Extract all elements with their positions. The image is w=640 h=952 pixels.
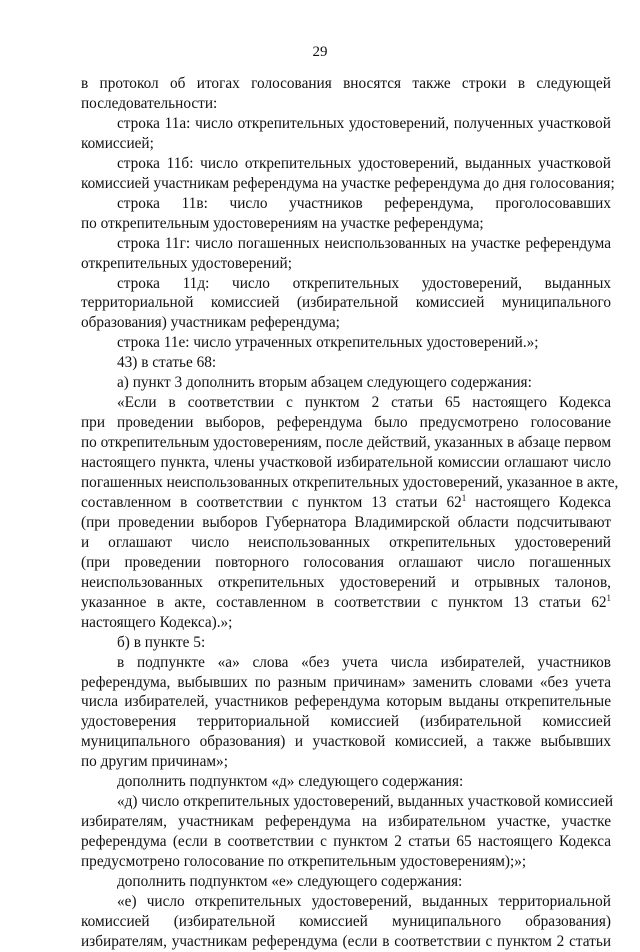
text-line: по открепительным удостоверениям, после действий, указанных в абзаце первом: [81, 434, 611, 452]
page-number: 29: [312, 44, 328, 60]
text-line: строка 11д: число открепительных удостоверений, выданных: [117, 274, 611, 292]
text-line: настоящего пункта, члены участковой избирательной комиссии оглашают число: [81, 454, 611, 472]
superscript: 1: [606, 592, 611, 603]
text-line: референдума, выбывших по разным причинам» заменить словами «без учета: [81, 673, 611, 691]
text-line: «Если в соответствии с пунктом 2 статьи 65 настоящего Кодекса: [117, 394, 611, 412]
text-line: комиссией;: [81, 134, 154, 152]
text-line: [81, 493, 611, 513]
text-line: комиссией участникам референдума на участке референдума до дня голосования;: [81, 174, 615, 192]
text-line: последовательности:: [81, 95, 218, 112]
text-line: «д) число открепительных удостоверений, выданных участковой комиссией: [117, 793, 614, 811]
text-line: избирателям, участникам референдума (если в соответствии с пунктом 2 статьи: [81, 932, 611, 950]
text-line: в подпункте «а» слова «без учета числа избирателей, участников: [117, 653, 611, 671]
text-line: строка 11г: число погашенных неиспользованных на участке референдума: [117, 234, 611, 252]
text-line: комиссией (избирательной комиссией муниципального образования): [81, 912, 611, 930]
text-line: числа избирателей, участников референдума которым выданы открепительные: [81, 693, 611, 711]
text-line: открепительных удостоверений;: [81, 254, 292, 272]
text-line: а) пункт 3 дополнить вторым абзацем следующего содержания:: [117, 374, 532, 392]
text-line: территориальной комиссией (избирательной комиссией муниципального: [81, 294, 611, 312]
text-line-tail: настоящего Кодекса: [466, 493, 612, 511]
text-line: погашенных неиспользованных открепительных удостоверений, указанное в акте,: [81, 474, 619, 491]
text-line: б) в пункте 5:: [117, 633, 206, 651]
text-line: избирателям, участникам референдума на избирательном участке, участке: [81, 813, 611, 831]
text-line: строка 11е: число утраченных открепительных удостоверений.»;: [117, 334, 539, 352]
text-line: 43) в статье 68:: [117, 354, 217, 372]
superscript: 1: [461, 492, 467, 503]
text-line: в протокол об итогах голосования вносятся также строки в следующей: [81, 75, 611, 92]
text-line: строка 11б: число открепительных удостоверений, выданных участковой: [117, 154, 611, 172]
text-line: предусмотрено голосование по открепительным удостоверениям);»;: [81, 853, 527, 870]
text-line-main: указанное в акте, составленном в соответствии с пунктом 13 статьи 62: [81, 593, 607, 611]
text-line: неиспользованных открепительных удостоверений и отрывных талонов,: [81, 573, 611, 591]
text-line: (при проведении повторного голосования оглашают число погашенных: [81, 553, 611, 571]
text-line: удостоверения территориальной комиссией (избирательной комиссией: [81, 713, 611, 731]
text-line: [81, 593, 611, 613]
text-line: образования) участникам референдума;: [81, 314, 340, 332]
text-line: строка 11а: число открепительных удостоверений, полученных участковой: [117, 114, 611, 132]
text-line-main: составленном в соответствии с пунктом 13 статьи 62: [81, 493, 462, 511]
text-line: и оглашают число неиспользованных открепительных удостоверений: [81, 533, 611, 551]
text-line: настоящего Кодекса).»;: [81, 613, 233, 631]
text-line: (при проведении выборов Губернатора Владимирской области подсчитывают: [81, 513, 611, 531]
text-line: референдума (если в соответствии с пунктом 2 статьи 65 настоящего Кодекса: [81, 833, 611, 851]
text-line: при проведении выборов, референдума было предусмотрено голосование: [81, 414, 611, 432]
text-line: дополнить подпунктом «е» следующего содержания:: [117, 873, 463, 890]
text-line: по другим причинам»;: [81, 753, 228, 771]
text-line: муниципального образования) и участковой комиссией, а также выбывших: [81, 733, 611, 751]
text-line: по открепительным удостоверениям на участке референдума;: [81, 214, 484, 232]
text-line: дополнить подпунктом «д» следующего содержания:: [117, 773, 464, 791]
text-line: «е) число открепительных удостоверений, выданных территориальной: [117, 892, 611, 910]
text-line: строка 11в: число участников референдума, проголосовавших: [117, 194, 611, 212]
